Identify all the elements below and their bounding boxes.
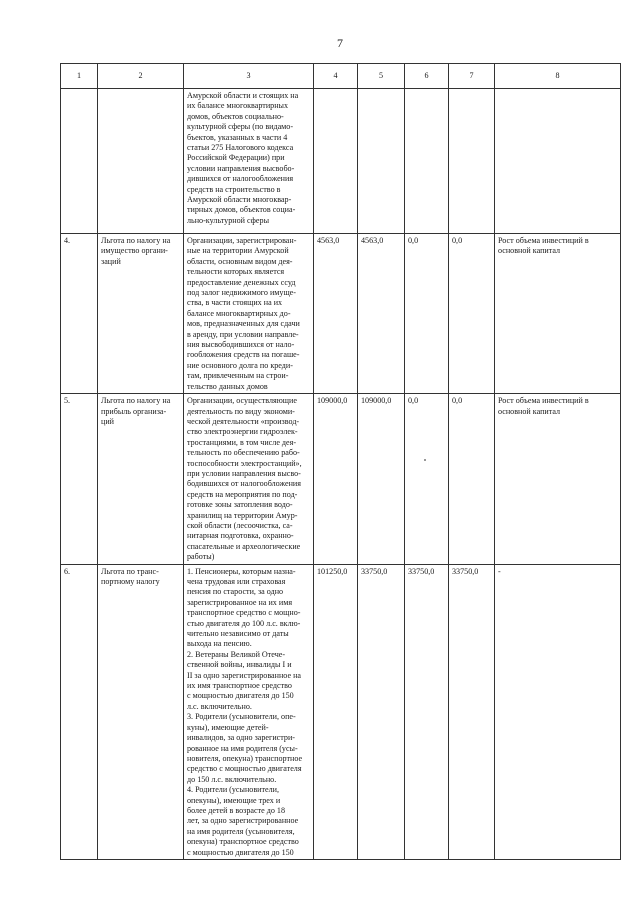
column-header: 8 (495, 64, 621, 89)
value-col4: 109000,0 (314, 394, 358, 565)
column-header: 1 (61, 64, 98, 89)
benefit-effect: Рост объема инвестиций в основной капитал (495, 234, 621, 394)
value-col6: 0,0 (405, 234, 449, 394)
value-col4 (314, 89, 358, 234)
value-col5: 33750,0 (358, 564, 405, 859)
value-col6: 33750,0 (405, 564, 449, 859)
column-header: 3 (184, 64, 314, 89)
value-col6 (405, 89, 449, 234)
column-header: 7 (449, 64, 495, 89)
row-number: 5. (61, 394, 98, 565)
column-header: 5 (358, 64, 405, 89)
value-col7: 33750,0 (449, 564, 495, 859)
page-number: 7 (337, 36, 343, 50)
benefit-recipients: 1. Пенсионеры, которым назна- чена трудовая или страховая пенсия по старости, за одно зарегистрированное на их имя транспортное средство с мощно- стью двигателя до 100 л.с. вклю- чительно независимо от даты выхода на пенсию. 2. Ветераны Великой Отече- ственной войны, инвалиды I и II за одно зарегистрированное на их имя транспортное средство с мощностью двигателя до 150 л.с. включительно. 3. Родители (усыновители, опе- куны), имеющие детей- инвалидов, за одно зарегистри- рованное на имя родителя (усы- новителя, опекуна) транспортное средство с мощностью двигателя до 150 л.с. включительно. 4. Родители (усыновители, опекуны), имеющие трех и более детей в возрасте до 18 лет, за одно зарегистрированное на имя родителя (усыновителя, опекуна) транспортное средство с мощностью двигателя до 150 (184, 564, 314, 859)
benefit-recipients: Организации, осуществляющие деятельность по виду экономи- ческой деятельности «производ- ство электроэнергии гидроэлек- тростанциями, в том числе дея- тельность по обеспечению рабо- тоспособности электростанций», при условии направления высво- бодившихся от налогообложения средств на мероприятия по под- готовке зоны затопления водо- хранилищ на территории Амур- ской области (лесоочистка, са- нитарная подготовка, охранно- спасательные и археологические работы) (184, 394, 314, 565)
benefit-name (98, 89, 184, 234)
value-col7: 0,0 (449, 234, 495, 394)
column-header: 6 (405, 64, 449, 89)
benefit-name: Льгота по налогу на имущество органи- заций (98, 234, 184, 394)
value-col7 (449, 89, 495, 234)
value-col4: 4563,0 (314, 234, 358, 394)
benefit-name: Льгота по налогу на прибыль организа- ций (98, 394, 184, 565)
value-col6: 0,0 (405, 394, 449, 565)
benefit-effect: Рост объема инвестиций в основной капитал (495, 394, 621, 565)
column-header: 2 (98, 64, 184, 89)
row-number: 4. (61, 234, 98, 394)
value-col4: 101250,0 (314, 564, 358, 859)
benefit-recipients: Организации, зарегистрирован- ные на территории Амурской области, основным видом дея- тельности которых является предоставление денежных ссуд под залог недвижимого имуще- ства, в части стоящих на их балансе многоквартирных до- мов, предназначенных для сдачи в аренду, при условии направле- ния высвободившихся от нало- гообложения средств на погаше- ние основного долга по креди- там, привлеченным на строи- тельство данных домов (184, 234, 314, 394)
table-row (61, 564, 621, 859)
value-col5: 4563,0 (358, 234, 405, 394)
value-col5: 109000,0 (358, 394, 405, 565)
benefit-effect: - (495, 564, 621, 859)
table-row (61, 394, 621, 565)
table-row (61, 234, 621, 394)
benefit-effect (495, 89, 621, 234)
benefit-name: Льгота по транс- портному налогу (98, 564, 184, 859)
column-header: 4 (314, 64, 358, 89)
benefit-recipients: Амурской области и стоящих на их балансе многоквартирных домов, объектов социально- культурной сферы (по видамо- бъектов, указанных в части 4 статьи 275 Налогового кодекса Российской Федерации) при условии направления высвобо- дившихся от налогообложения средств на строительство в Амурской области многоквар- тирных домов, объектов социа- льно-культурной сферы (184, 89, 314, 234)
table-row (61, 89, 621, 234)
benefits-table (60, 63, 621, 860)
value-col7: 0,0 (449, 394, 495, 565)
value-col5 (358, 89, 405, 234)
table-header-row (61, 64, 621, 89)
row-number (61, 89, 98, 234)
row-number: 6. (61, 564, 98, 859)
scan-speck (424, 459, 426, 461)
